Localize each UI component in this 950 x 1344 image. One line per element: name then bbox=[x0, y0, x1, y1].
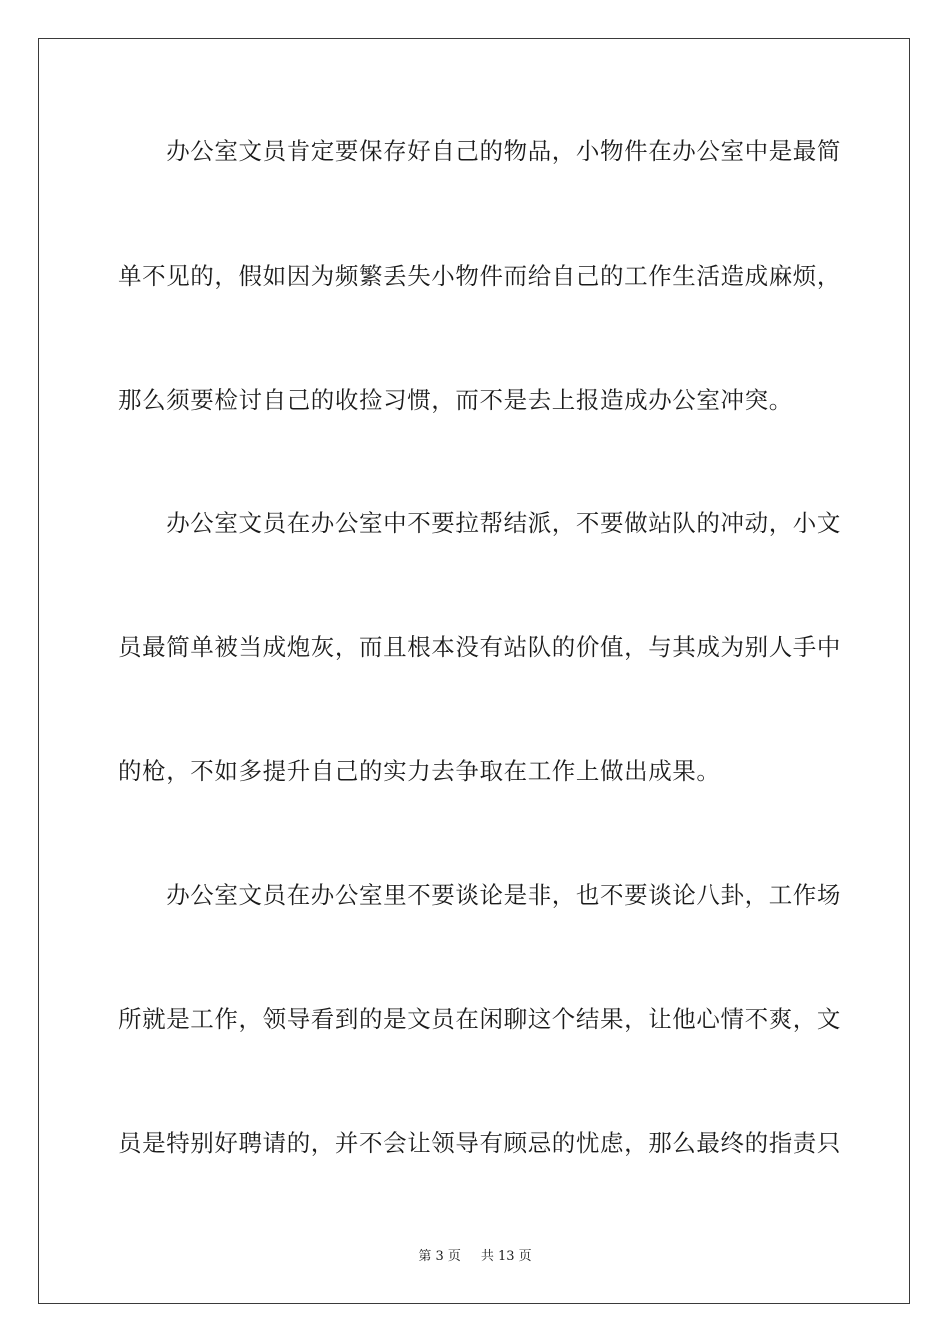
text-line-9: 员是特别好聘请的，并不会让领导有顾忌的忧虑，那么最终的指责只 bbox=[118, 1129, 841, 1157]
page-total: 共 13 页 bbox=[480, 1249, 532, 1264]
page-border bbox=[38, 38, 910, 1304]
text-line-1: 办公室文员肯定要保存好自己的物品，小物件在办公室中是最简 bbox=[118, 137, 841, 165]
text-line-3: 那么须要检讨自己的收捡习惯，而不是去上报造成办公室冲突。 bbox=[118, 386, 793, 414]
text-line-7: 办公室文员在办公室里不要谈论是非，也不要谈论八卦，工作场 bbox=[118, 881, 841, 909]
text-line-5: 员最简单被当成炮灰，而且根本没有站队的价值，与其成为别人手中 bbox=[118, 633, 841, 661]
text-line-2: 单不见的，假如因为频繁丢失小物件而给自己的工作生活造成麻烦， bbox=[118, 262, 841, 290]
page-footer bbox=[0, 1250, 950, 1263]
text-line-4: 办公室文员在办公室中不要拉帮结派，不要做站队的冲动，小文 bbox=[118, 509, 841, 537]
text-line-6: 的枪，不如多提升自己的实力去争取在工作上做出成果。 bbox=[118, 757, 721, 785]
text-line-8: 所就是工作，领导看到的是文员在闲聊这个结果，让他心情不爽，文 bbox=[118, 1005, 841, 1033]
page-number: 第 3 页 bbox=[418, 1249, 461, 1264]
